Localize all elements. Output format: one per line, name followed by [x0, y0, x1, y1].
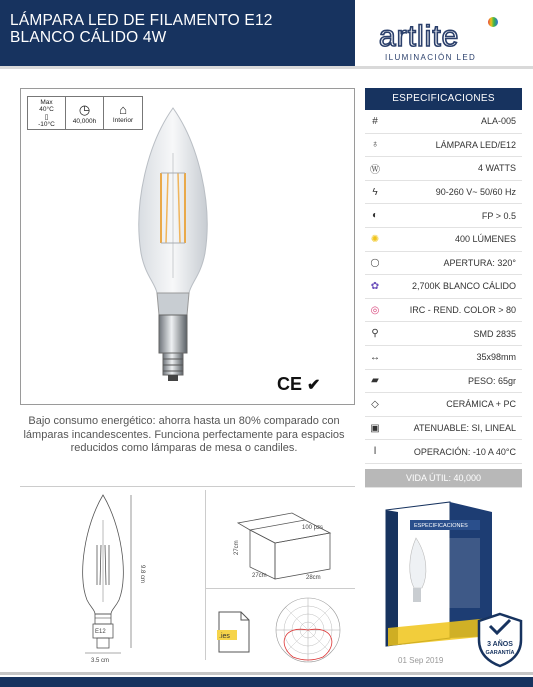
guarantee-years: 3 AÑOS [487, 641, 513, 648]
lifetime-cell [66, 97, 104, 129]
spec-row-weight: ▰ PESO: 65gr [365, 370, 522, 394]
spec-row-operation: ǀ OPERACIÓN: -10 A 40°C [365, 440, 522, 464]
footer-bar [0, 677, 533, 687]
spec-row-voltage: ϟ 90-260 V~ 50/60 Hz [365, 181, 522, 205]
temp-min-value: -10°C [38, 120, 55, 128]
artlite-logo [375, 16, 505, 54]
spec-row-material: ◇ CERÁMICA + PC [365, 393, 522, 417]
box-drawing [210, 495, 350, 585]
spec-row-watts: Ⓦ 4 WATTS [365, 157, 522, 181]
temp-max-value: 40°C [39, 105, 54, 113]
bulb-dimension-drawing [55, 490, 175, 665]
product-title [10, 12, 273, 46]
base-label: E12 [95, 629, 106, 635]
product-photo-frame [20, 88, 355, 405]
ies-file-tag: .ies [219, 633, 230, 640]
polar-diagram [263, 595, 353, 665]
spec-row-type: ♁ LÁMPARA LED/E12 [365, 134, 522, 158]
temperature-cell [28, 97, 66, 129]
guarantee-label: GARANTÍA [485, 650, 515, 656]
thermometer-icon: ǀ [373, 446, 377, 458]
svg-text:artlite: artlite [379, 20, 460, 53]
spec-row-color-temp: ✿ 2,700K BLANCO CÁLIDO [365, 275, 522, 299]
dimmer-icon: ▣ [370, 422, 380, 434]
spec-row-aperture: ◯ APERTURA: 320° [365, 252, 522, 276]
width-label: 3.5 cm [91, 658, 110, 664]
cri-icon: ◎ [370, 304, 380, 316]
box-qty-label: 100 pzs [302, 525, 324, 531]
hash-icon: # [372, 115, 378, 127]
footer-accent-line [0, 672, 533, 675]
spec-row-chip: ⚲ SMD 2835 [365, 322, 522, 346]
dimension-icon: ↔ [370, 351, 380, 363]
color-temp-icon: ✿ [370, 280, 380, 292]
drawing-vertical-divider [205, 490, 206, 660]
box-height-label: 27cm [234, 540, 240, 555]
temp-max-label: Max [40, 98, 53, 106]
spec-row-dimmer: ▣ ATENUABLE: SI, LINEAL [365, 417, 522, 441]
lifetime-bar: VIDA ÚTIL: 40,000 [365, 469, 522, 487]
brand-logo-area [355, 0, 533, 66]
brand-subtitle: ILUMINACIÓN LED [385, 53, 477, 62]
use-value: Interior [112, 117, 134, 124]
header-bar [0, 0, 355, 66]
lifetime-value: 40,000h [72, 117, 97, 125]
weight-icon: ▰ [371, 375, 379, 387]
package-heading: ESPECIFICACIONES [414, 523, 468, 529]
bulb-icon: ♁ [371, 139, 379, 151]
aperture-icon: ◯ [370, 258, 380, 268]
title-line-1: LÁMPARA LED DE FILAMENTO E12 [10, 12, 273, 29]
document-date: 01 Sep 2019 [398, 656, 444, 665]
house-icon: ⌂ [119, 102, 127, 117]
guarantee-shield-icon [476, 612, 524, 668]
ies-file-icon [215, 610, 255, 655]
height-label: 9.8 cm [139, 565, 145, 584]
power-factor-icon: ◐ [371, 210, 379, 222]
watt-icon: Ⓦ [370, 164, 380, 176]
thermometer-icon: ▯ [44, 113, 49, 121]
spec-row-dimension: ↔ 35x98mm [365, 346, 522, 370]
title-line-2: BLANCO CÁLIDO 4W [10, 29, 167, 46]
bulb-photo [113, 103, 233, 403]
header-underline [0, 66, 533, 69]
spec-row-cri: ◎ IRC - REND. COLOR > 80 [365, 299, 522, 323]
drawing-horizontal-divider [205, 588, 355, 589]
box-width-label: 27cm [252, 573, 267, 579]
specs-heading: ESPECIFICACIONES [365, 88, 522, 110]
clock-icon: ◷ [78, 101, 91, 117]
ce-mark: CE [277, 374, 303, 394]
lumen-icon: ✺ [370, 233, 380, 245]
voltage-icon: ϟ [372, 186, 378, 198]
material-icon: ◇ [371, 398, 379, 410]
spec-row-lumens: ✺ 400 LÚMENES [365, 228, 522, 252]
product-description: Bajo consumo energético: ahorra hasta un 80% comparado con lámparas incandescentes. Funciona perfectamente para espacios reducidos como lámparas de mesa o candiles. [23, 415, 345, 454]
chip-icon: ⚲ [371, 328, 379, 340]
spec-row-power-factor: ◐ FP > 0.5 [365, 204, 522, 228]
specs-list [365, 110, 522, 488]
certification-marks [277, 374, 320, 395]
box-depth-label: 28cm [306, 575, 321, 581]
spec-row-model: # ALA-005 [365, 110, 522, 134]
drawing-divider [20, 486, 355, 487]
rohs-check-icon: ✔ [307, 377, 321, 394]
